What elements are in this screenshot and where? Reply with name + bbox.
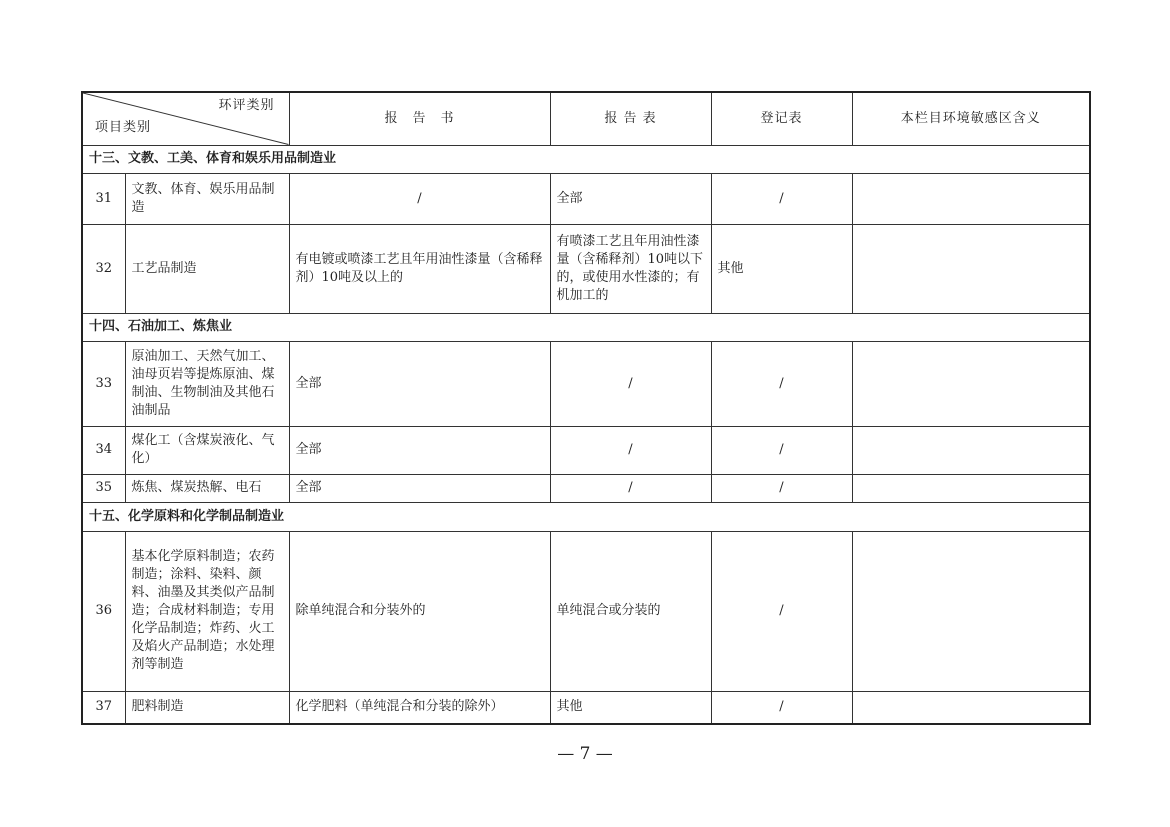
row-register: / bbox=[711, 341, 852, 426]
row-register: / bbox=[711, 531, 852, 691]
row-name: 煤化工（含煤炭液化、气化） bbox=[125, 426, 289, 474]
table-row bbox=[82, 173, 1090, 224]
table-row bbox=[82, 531, 1090, 691]
table-row bbox=[82, 224, 1090, 313]
row-report-form: / bbox=[550, 426, 711, 474]
section-title: 十三、文教、工美、体育和娱乐用品制造业 bbox=[82, 145, 1090, 173]
section-title: 十五、化学原料和化学制品制造业 bbox=[82, 502, 1090, 531]
row-sensitive bbox=[852, 531, 1090, 691]
row-name: 肥料制造 bbox=[125, 691, 289, 724]
row-register: / bbox=[711, 173, 852, 224]
section-title: 十四、石油加工、炼焦业 bbox=[82, 313, 1090, 341]
row-number: 31 bbox=[82, 173, 125, 224]
row-name: 文教、体育、娱乐用品制造 bbox=[125, 173, 289, 224]
row-report-book: / bbox=[289, 173, 550, 224]
table-row bbox=[82, 341, 1090, 426]
row-sensitive bbox=[852, 341, 1090, 426]
diagonal-header-cell bbox=[82, 92, 289, 145]
row-report-book: 全部 bbox=[289, 341, 550, 426]
diag-top-label: 环评类别 bbox=[218, 98, 275, 113]
row-report-form: 单纯混合或分装的 bbox=[550, 531, 711, 691]
table-row bbox=[82, 474, 1090, 502]
row-number: 36 bbox=[82, 531, 125, 691]
row-name: 基本化学原料制造；农药制造；涂料、染料、颜料、油墨及其类似产品制造；合成材料制造；专用化学品制造；炸药、火工及焰火产品制造；水处理剂等制造 bbox=[125, 531, 289, 691]
table-header-row bbox=[82, 92, 1090, 145]
row-register: / bbox=[711, 474, 852, 502]
row-name: 工艺品制造 bbox=[125, 224, 289, 313]
row-register: / bbox=[711, 426, 852, 474]
table-row bbox=[82, 426, 1090, 474]
row-report-book: 除单纯混合和分装外的 bbox=[289, 531, 550, 691]
row-sensitive bbox=[852, 691, 1090, 724]
page-number: — 7 — bbox=[557, 744, 613, 764]
section-row bbox=[82, 145, 1090, 173]
row-sensitive bbox=[852, 173, 1090, 224]
row-register: 其他 bbox=[711, 224, 852, 313]
row-number: 37 bbox=[82, 691, 125, 724]
row-sensitive bbox=[852, 224, 1090, 313]
row-name: 炼焦、煤炭热解、电石 bbox=[125, 474, 289, 502]
row-register: / bbox=[711, 691, 852, 724]
row-report-form: 全部 bbox=[550, 173, 711, 224]
header-register: 登记表 bbox=[711, 92, 852, 145]
section-row bbox=[82, 502, 1090, 531]
header-report-book: 报 告 书 bbox=[289, 92, 550, 145]
row-report-form: 其他 bbox=[550, 691, 711, 724]
header-report-form: 报 告 表 bbox=[550, 92, 711, 145]
diag-bottom-label: 项目类别 bbox=[95, 119, 152, 135]
section-row bbox=[82, 313, 1090, 341]
row-report-form: / bbox=[550, 474, 711, 502]
classification-table bbox=[81, 91, 1091, 725]
row-name: 原油加工、天然气加工、油母页岩等提炼原油、煤制油、生物制油及其他石油制品 bbox=[125, 341, 289, 426]
header-sensitive: 本栏目环境敏感区含义 bbox=[852, 92, 1090, 145]
row-number: 35 bbox=[82, 474, 125, 502]
row-number: 32 bbox=[82, 224, 125, 313]
row-number: 34 bbox=[82, 426, 125, 474]
row-report-book: 有电镀或喷漆工艺且年用油性漆量（含稀释剂）10吨及以上的 bbox=[289, 224, 550, 313]
row-report-book: 全部 bbox=[289, 426, 550, 474]
row-sensitive bbox=[852, 474, 1090, 502]
row-report-form: / bbox=[550, 341, 711, 426]
row-number: 33 bbox=[82, 341, 125, 426]
row-sensitive bbox=[852, 426, 1090, 474]
table-row bbox=[82, 691, 1090, 724]
row-report-book: 全部 bbox=[289, 474, 550, 502]
row-report-book: 化学肥料（单纯混合和分装的除外） bbox=[289, 691, 550, 724]
row-report-form: 有喷漆工艺且年用油性漆量（含稀释剂）10吨以下的，或使用水性漆的；有机加工的 bbox=[550, 224, 711, 313]
